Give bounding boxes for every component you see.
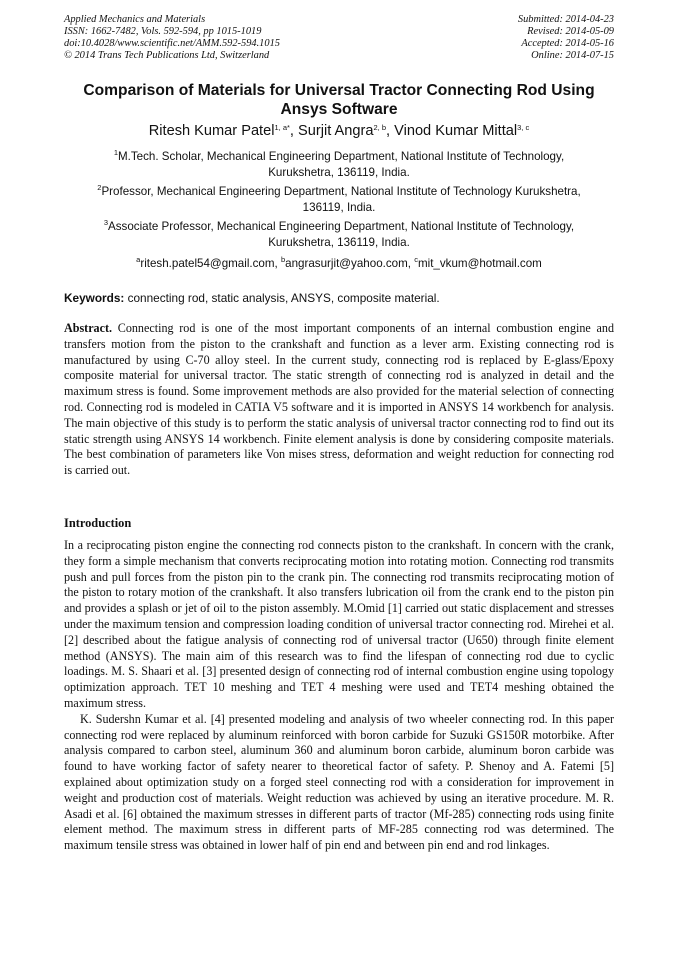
abstract-label: Abstract. <box>64 321 113 335</box>
author-2-name: Surjit Angra <box>298 123 374 139</box>
author-list <box>60 122 618 140</box>
paper-title-line-1: Comparison of Materials for Universal Tractor Connecting Rod Using <box>83 82 595 99</box>
keywords-text: connecting rod, static analysis, ANSYS, composite material. <box>124 291 440 305</box>
abstract <box>64 321 614 479</box>
author-1-sup: 1, a* <box>274 123 290 132</box>
affiliation-1-line-2: Kurukshetra, 136119, India. <box>268 166 410 179</box>
journal-doi: doi:10.4028/www.scientific.net/AMM.592-594.1015 <box>64 38 280 49</box>
introduction-heading: Introduction <box>64 516 132 530</box>
journal-info <box>64 14 280 62</box>
journal-issn: ISSN: 1662-7482, Vols. 592-594, pp 1015-1019 <box>64 26 262 37</box>
affiliation-2-line-2: 136119, India. <box>302 201 376 214</box>
email-a: ritesh.patel54@gmail.com, <box>140 257 281 270</box>
author-1-name: Ritesh Kumar Patel <box>148 123 275 139</box>
introduction-paragraph-1: In a reciprocating piston engine the connecting rod connects piston to the crankshaft. In concern with the crank, they form a simple mechanism that converts reciprocating motion into rotating motion. Connecting rod transmits push and pull forces from the piston pin to the crank pin. The connecting rod transmits reciprocating motion of the piston to rotary motion of the crankshaft. It also transfers lubrication oil from the crank end to the piston pin and provides a splash or jet of oil to the piston assembly. M.Omid [1] carried out static displacement and stresses under the maximum tension and compression loading condition of universal tractor connecting rod. Mirehei et al. [2] described about the fatigue analysis of connecting rod of universal tractor (U650) through finite element method (ANSYS). The main aim of this research was to find the lifespan of connecting rod due to cyclic loadings. M. S. Shaari et al. [3] presented design of connecting rod of internal combustion engine using topology optimization approach. TET 10 meshing and TET 4 meshing were used and TET4 meshing obtained the maximum stress. <box>64 538 614 710</box>
email-b: angrasurjit@yahoo.com, <box>285 257 415 270</box>
journal-name: Applied Mechanics and Materials <box>64 14 206 25</box>
date-online: Online: 2014-07-15 <box>531 50 614 61</box>
date-accepted: Accepted: 2014-05-16 <box>521 38 614 49</box>
paper-title <box>60 81 618 119</box>
paper-title-line-2: Ansys Software <box>280 101 398 118</box>
email-a-sup: a <box>136 255 141 264</box>
keywords-label: Keywords: <box>64 291 125 305</box>
author-emails <box>68 256 610 272</box>
affiliation-2 <box>68 184 610 216</box>
author-2-sup: 2, b <box>373 123 386 132</box>
journal-copyright: © 2014 Trans Tech Publications Ltd, Switzerland <box>64 50 270 61</box>
affiliation-1 <box>68 149 610 181</box>
affiliation-3-line-2: Kurukshetra, 136119, India. <box>268 236 410 249</box>
publication-dates <box>518 14 614 62</box>
author-3-sup: 3, c <box>517 123 530 132</box>
email-c: mit_vkum@hotmail.com <box>417 257 542 270</box>
affiliation-2-line-1: Professor, Mechanical Engineering Department, National Institute of Technology Kurukshetra, <box>101 185 581 198</box>
date-revised: Revised: 2014-05-09 <box>527 26 614 37</box>
affiliation-1-sup: 1 <box>113 148 118 157</box>
author-3-name: Vinod Kumar Mittal <box>394 123 518 139</box>
affiliation-2-sup: 2 <box>97 183 102 192</box>
affiliation-1-line-1: M.Tech. Scholar, Mechanical Engineering Department, National Institute of Technology, <box>117 150 565 163</box>
introduction-paragraph-2: K. Sudershn Kumar et al. [4] presented modeling and analysis of two wheeler connecting rod. In this paper connecting rod were replaced by aluminum reinforced with boron carbide for Suzuki GS150R motorbike. After analysis compared to carbon steel, aluminum 360 and aluminum boron carbide, aluminum boron carbide was found to have working factor of safety nearer to theoretical factor of safety. P. Shenoy and A. Fatemi [5] explained about optimization study on a forged steel connecting rod with a consideration for improvement in weight and production cost of materials. Weight reduction was achieved by using an iterative procedure. M. R. Asadi et al. [6] obtained the maximum stresses in different parts of tractor (Mf-285) connecting rods using finite element method. The maximum stress in different parts of MF-285 connecting rod was determined. The maximum tensile stress was obtained in lower half of pin end and between pin end and rod linkages. <box>64 711 614 853</box>
author-separator: , <box>386 123 395 139</box>
email-c-sup: c <box>414 255 418 264</box>
affiliation-3-sup: 3 <box>103 218 108 227</box>
affiliation-3-line-1: Associate Professor, Mechanical Engineering Department, National Institute of Technology, <box>108 220 575 233</box>
date-submitted: Submitted: 2014-04-23 <box>517 14 614 25</box>
author-separator: , <box>289 123 299 139</box>
introduction-body <box>64 538 614 854</box>
abstract-text: Connecting rod is one of the most important components of an internal combustion engine and transfers motion from the piston to the crankshaft and function as a lever arm. Existing connecting rod is manufactured by using C-70 alloy steel. In the current study, connecting rod is replaced by E-glass/Epoxy composite material for universal tractor. The static strength of connecting rod is analyzed in detail and the maximum stress is found. Some improvement methods are also provided for the material selection of connecting rod. Connecting rod is modeled in CATIA V5 software and it is imported in ANSYS 14 workbench for analysis. The main objective of this study is to perform the static analysis of universal tractor connecting rod to find out its static strength using ANSYS 14 workbench. Finite element analysis is done by considering composite materials. The best combination of parameters like Von mises stress, deformation and weight reduction for connecting rod is carried out. <box>64 321 614 478</box>
keywords <box>64 291 614 306</box>
email-b-sup: b <box>280 255 286 264</box>
affiliation-3 <box>68 219 610 251</box>
